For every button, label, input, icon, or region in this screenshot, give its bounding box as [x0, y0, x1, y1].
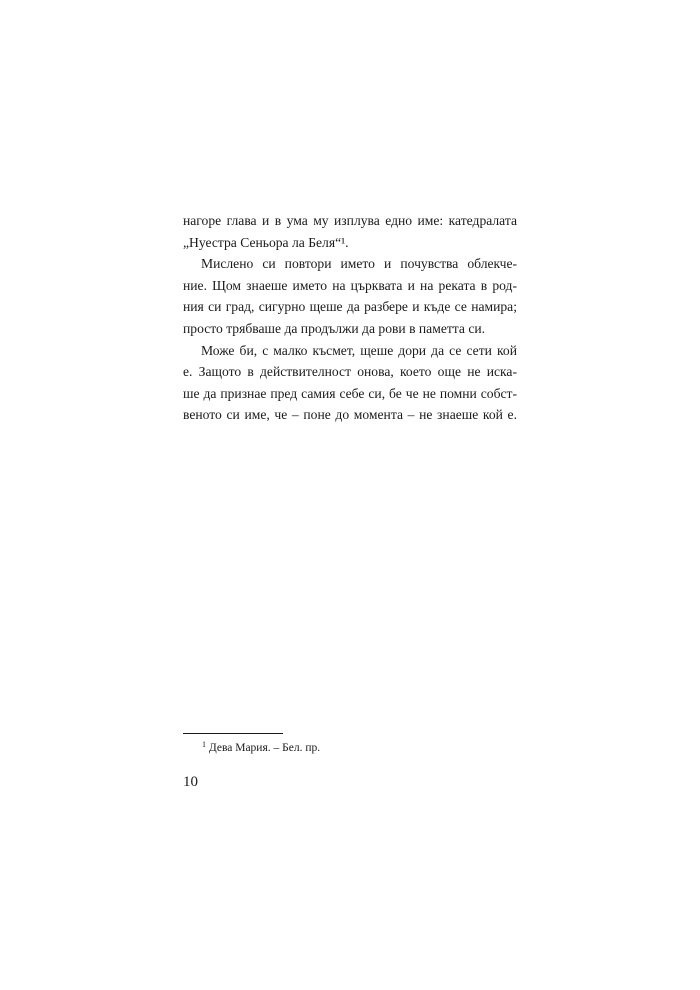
text-line: нагоре глава и в ума му изплува едно име: катедралата: [183, 213, 517, 228]
text-line: „Нуестра Сеньора ла Беля“¹.: [183, 234, 349, 250]
page-number: 10: [183, 774, 198, 790]
footnote-divider: [183, 733, 283, 734]
text-line: ше да признае пред самия себе си, бе че не помни собст-: [183, 385, 517, 401]
footnote-marker: 1: [202, 740, 206, 749]
text-line: просто трябваше да продължи да рови в паметта си.: [183, 320, 486, 336]
text-line: веното си име, че – поне до момента – не знаеше кой е.: [183, 407, 517, 423]
footnote-text: Дева Мария. – Бел. пр.: [208, 742, 321, 754]
text-line: Може би, с малко късмет, щеше дори да се сети кой: [201, 342, 517, 358]
text-line: Мислено си повтори името и почувства облекче-: [201, 256, 517, 272]
text-line: ние. Щом знаеше името на църквата и на реката в род-: [183, 277, 517, 293]
body-text: [183, 210, 517, 426]
text-line: е. Защото в действителност онова, което още не иска-: [183, 364, 517, 380]
footnote: [202, 737, 320, 756]
text-line: ния си град, сигурно щеше да разбере и къде се намира;: [183, 299, 517, 315]
